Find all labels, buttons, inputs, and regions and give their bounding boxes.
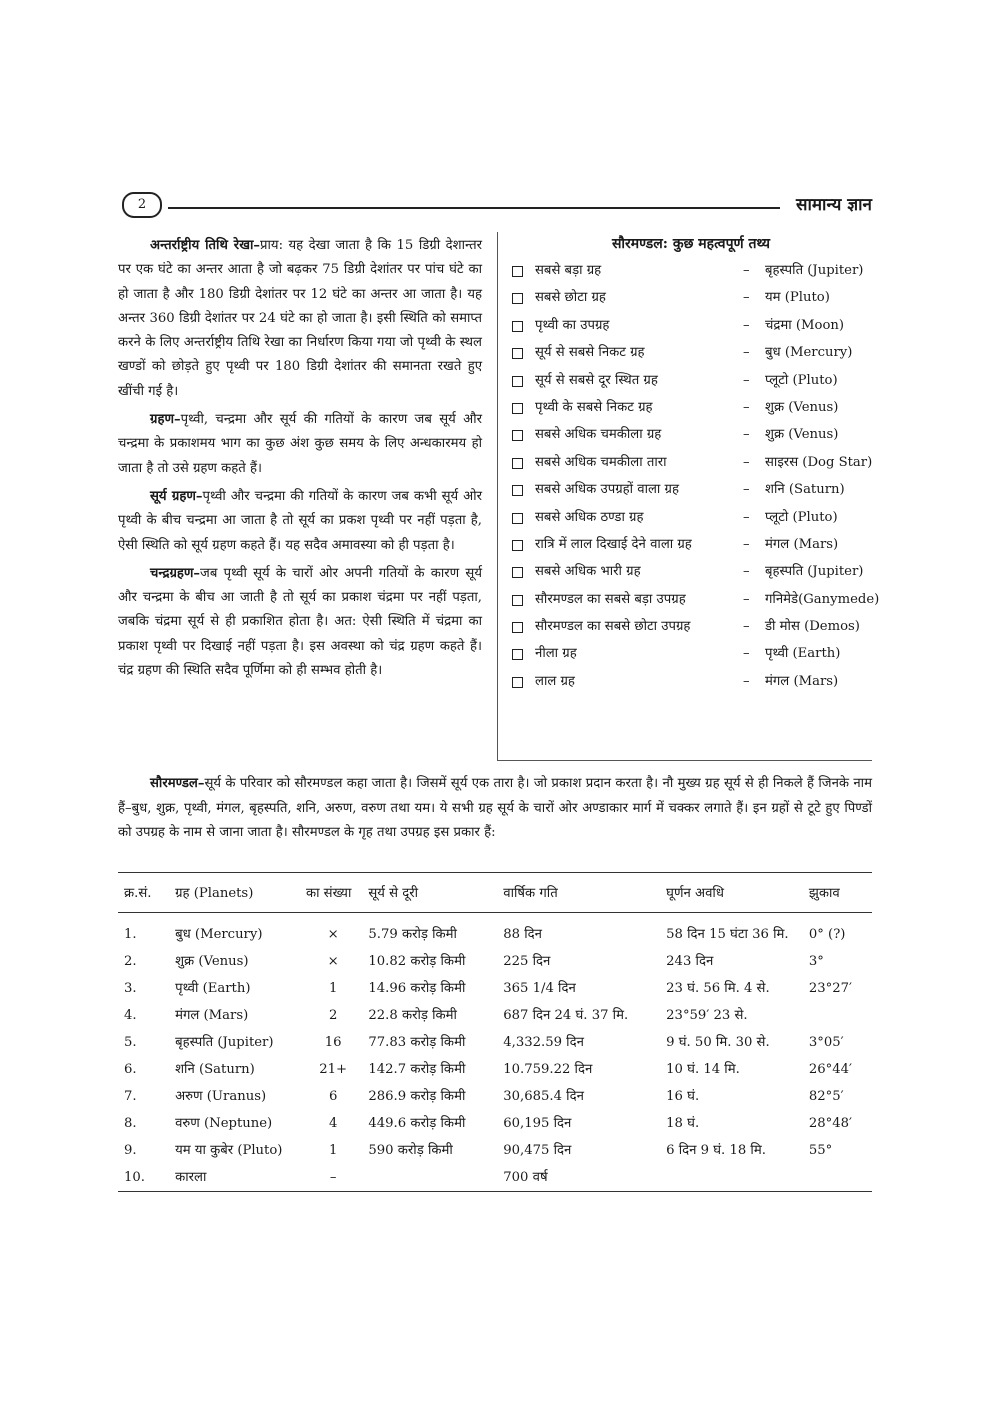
fact-item xyxy=(510,286,872,309)
facts-title: सौरमण्डल: कुछ महत्वपूर्ण तथ्य xyxy=(611,236,771,252)
checkbox-bullet-icon xyxy=(512,293,523,304)
checkbox-bullet-icon xyxy=(512,321,523,332)
checkbox-bullet-icon xyxy=(512,649,523,660)
cell-serial: 3. xyxy=(124,981,137,996)
table-header-row xyxy=(118,873,872,913)
checkbox-bullet-icon xyxy=(512,430,523,441)
cell-orbit: 90,475 दिन xyxy=(503,1143,572,1158)
facts-bottom-rule xyxy=(497,760,872,761)
checkbox-bullet-icon xyxy=(512,567,523,578)
cell-distance: 77.83 करोड़ किमी xyxy=(368,1035,466,1050)
fact-item xyxy=(510,533,872,556)
fact-item xyxy=(510,615,872,638)
cell-serial: 2. xyxy=(124,954,137,969)
cell-orbit: 365 1/4 दिन xyxy=(503,981,576,996)
cell-distance: 5.79 करोड़ किमी xyxy=(368,927,457,942)
text-lunar-eclipse: जब पृथ्वी सूर्य के चारों ओर अपनी गतियों के कारण सूर्य और चन्द्रमा के बीच आ जाती है तो सूर्य का प्रकाश चंद्रमा पर नहीं पड़ता, जबकि चंद्रमा सूर्य से ही प्रकाशित होता है। अत: ऐसी स्थिति में चंद्रमा का प्रकाश पृथ्वी पर दिखाई नहीं पड़ता है। इस अवस्था को चंद्र ग्रहण कहते हैं। चंद्र ग्रहण की स्थिति सदैव पूर्णिमा को ही सम्भव होती है। xyxy=(118,565,482,679)
paragraph-date-line xyxy=(118,234,482,404)
fact-label: सबसे अधिक उपग्रहों वाला ग्रह xyxy=(535,482,679,498)
text-eclipse: पृथ्वी, चन्द्रमा और सूर्य की गतियों के कारण जब सूर्य और चन्द्रमा के प्रकाशमय भाग का कुछ अंश कुछ समय के लिए अन्धकारमय हो जाता है तो उसे ग्रहण कहते हैं। xyxy=(118,412,482,476)
heading-solar-eclipse: सूर्य ग्रहण– xyxy=(150,488,203,504)
fact-label: सबसे अधिक चमकीला ग्रह xyxy=(535,427,662,443)
intro-heading: सौरमण्डल– xyxy=(150,776,205,791)
table-row xyxy=(118,1110,872,1137)
fact-label: सूर्य से सबसे निकट ग्रह xyxy=(535,345,645,361)
checkbox-bullet-icon xyxy=(512,348,523,359)
fact-item xyxy=(510,478,872,501)
fact-dash: – xyxy=(743,317,750,333)
cell-tilt: 3°05′ xyxy=(808,1035,844,1050)
fact-value: चंद्रमा (Moon) xyxy=(765,317,845,333)
fact-value: साइरस (Dog Star) xyxy=(765,454,873,470)
cell-serial: 1. xyxy=(124,927,137,942)
table-row xyxy=(118,1002,872,1029)
heading-date-line: अन्तर्राष्ट्रीय तिथि रेखा– xyxy=(150,238,260,253)
cell-serial: 6. xyxy=(124,1062,137,1077)
fact-dash: – xyxy=(743,372,750,388)
cell-tilt: 26°44′ xyxy=(808,1062,853,1077)
cell-count: 16 xyxy=(324,1035,342,1050)
table-row xyxy=(118,1137,872,1164)
text-solar-eclipse: पृथ्वी और चन्द्रमा की गतियों के कारण जब कभी सूर्य ओर पृथ्वी के बीच चन्द्रमा आ जाता है तो सूर्य का प्रकश पृथ्वी पर नहीं पड़ता है, ऐसी स्थिति को सूर्य ग्रहण कहते हैं। यह सदैव अमावस्या को ही पड़ता है। xyxy=(118,488,482,553)
fact-dash: – xyxy=(743,564,750,580)
cell-rotation: 9 घं. 50 मि. 30 से. xyxy=(666,1035,770,1050)
book-title: सामान्य ज्ञान xyxy=(796,195,872,215)
cell-planet: मंगल (Mars) xyxy=(175,1008,249,1023)
fact-value: शुक्र (Venus) xyxy=(765,399,839,415)
fact-value: शनि (Saturn) xyxy=(765,482,845,498)
left-column xyxy=(118,234,482,687)
fact-dash: – xyxy=(743,345,750,361)
cell-serial: 7. xyxy=(124,1089,137,1104)
fact-value: यम (Pluto) xyxy=(765,290,830,306)
fact-dash: – xyxy=(743,509,750,525)
fact-item xyxy=(510,506,872,529)
cell-planet: यम या कुबेर (Pluto) xyxy=(175,1143,283,1158)
cell-rotation: 23°59′ 23 से. xyxy=(666,1008,748,1023)
fact-dash: – xyxy=(743,673,750,689)
fact-label: सबसे अधिक भारी ग्रह xyxy=(535,564,641,580)
header-rule xyxy=(168,207,780,209)
fact-label: लाल ग्रह xyxy=(535,673,575,689)
cell-rotation: 6 दिन 9 घं. 18 मि. xyxy=(666,1143,766,1158)
col-header-tilt: झुकाव xyxy=(808,886,840,901)
col-header-serial: क्र.सं. xyxy=(124,886,152,901)
table-row xyxy=(118,913,872,949)
checkbox-bullet-icon xyxy=(512,513,523,524)
fact-item xyxy=(510,341,872,364)
cell-rotation xyxy=(662,1164,805,1192)
cell-tilt: 55° xyxy=(808,1143,833,1158)
fact-value: मंगल (Mars) xyxy=(765,536,839,552)
cell-orbit: 30,685.4 दिन xyxy=(503,1089,584,1104)
fact-label: नीला ग्रह xyxy=(535,646,577,662)
fact-item xyxy=(510,451,872,474)
fact-dash: – xyxy=(743,454,750,470)
cell-serial: 9. xyxy=(124,1143,137,1158)
fact-value: बृहस्पति (Jupiter) xyxy=(765,263,864,278)
fact-dash: – xyxy=(743,482,750,498)
cell-planet: शनि (Saturn) xyxy=(175,1062,255,1077)
cell-rotation: 23 घं. 56 मि. 4 से. xyxy=(666,981,770,996)
page-header xyxy=(122,190,872,220)
fact-dash: – xyxy=(743,263,750,278)
page-number: 2 xyxy=(122,192,162,218)
col-header-planet: ग्रह (Planets) xyxy=(175,886,254,901)
cell-serial: 10. xyxy=(124,1170,145,1185)
heading-lunar-eclipse: चन्द्रग्रहण– xyxy=(150,565,201,581)
cell-planet: शुक्र (Venus) xyxy=(175,954,249,969)
fact-value: डी मोस (Demos) xyxy=(765,619,860,635)
fact-value: गनिमेडे(Ganymede) xyxy=(765,591,880,607)
cell-tilt: 23°27′ xyxy=(808,981,853,996)
cell-orbit: 60,195 दिन xyxy=(503,1116,572,1131)
cell-count: 2 xyxy=(328,1008,338,1023)
checkbox-bullet-icon xyxy=(512,677,523,688)
cell-orbit: 88 दिन xyxy=(503,927,542,942)
paragraph-solar-eclipse xyxy=(118,485,482,558)
column-divider xyxy=(497,232,498,760)
intro-paragraph xyxy=(118,772,872,846)
checkbox-bullet-icon xyxy=(512,595,523,606)
cell-orbit: 700 वर्ष xyxy=(503,1170,548,1185)
cell-planet: पृथ्वी (Earth) xyxy=(175,981,251,996)
intro-text: सूर्य के परिवार को सौरमण्डल कहा जाता है। जिसमें सूर्य एक तारा है। जो प्रकाश प्रदान करता है। नौ मुख्य ग्रह सूर्य से ही निकले हैं जिनके नाम हैं–बुध, शुक्र, पृथ्वी, मंगल, बृहस्पति, शनि, अरुण, वरुण तथा यम। ये सभी ग्रह सूर्य के चारों ओर अण्डाकार मार्ग में चक्कर लगाते हैं। इन ग्रहों से टूटे हुए पिण्डों को उपग्रह के नाम से जाना जाता है। सौरमण्डल के गृह तथा उपग्रह इस प्रकार हैं: xyxy=(118,776,872,840)
cell-distance xyxy=(364,1164,499,1192)
fact-dash: – xyxy=(743,591,750,607)
cell-planet: बुध (Mercury) xyxy=(175,927,263,942)
fact-label: सबसे अधिक चमकीला तारा xyxy=(535,454,667,470)
cell-orbit: 687 दिन 24 घं. 37 मि. xyxy=(503,1008,629,1023)
fact-label: सबसे छोटा ग्रह xyxy=(535,290,606,306)
table-row xyxy=(118,1029,872,1056)
fact-value: पृथ्वी (Earth) xyxy=(765,646,841,662)
cell-count: – xyxy=(329,1170,337,1185)
cell-count: 4 xyxy=(328,1116,338,1131)
heading-eclipse: ग्रहण– xyxy=(150,412,181,428)
fact-item xyxy=(510,314,872,337)
cell-distance: 22.8 करोड़ किमी xyxy=(368,1008,457,1023)
cell-tilt: 0° (?) xyxy=(808,927,846,942)
fact-value: प्लूटो (Pluto) xyxy=(765,509,838,525)
table-row xyxy=(118,1083,872,1110)
cell-orbit: 10.759.22 दिन xyxy=(503,1062,593,1077)
fact-label: रात्रि में लाल दिखाई देने वाला ग्रह xyxy=(535,536,692,552)
fact-item xyxy=(510,259,872,282)
col-header-count: का संख्या xyxy=(305,886,352,901)
planet-table xyxy=(118,872,872,1192)
cell-tilt: 28°48′ xyxy=(808,1116,853,1131)
cell-serial: 4. xyxy=(124,1008,137,1023)
cell-rotation: 18 घं. xyxy=(666,1116,700,1131)
fact-label: सूर्य से सबसे दूर स्थित ग्रह xyxy=(535,372,658,388)
checkbox-bullet-icon xyxy=(512,540,523,551)
fact-item xyxy=(510,670,872,693)
cell-orbit: 4,332.59 दिन xyxy=(503,1035,584,1050)
cell-distance: 590 करोड़ किमी xyxy=(368,1143,453,1158)
cell-rotation: 10 घं. 14 मि. xyxy=(666,1062,740,1077)
fact-value: बुध (Mercury) xyxy=(765,345,853,361)
col-header-distance: सूर्य से दूरी xyxy=(368,886,419,901)
table-row xyxy=(118,975,872,1002)
cell-serial: 8. xyxy=(124,1116,137,1131)
paragraph-eclipse xyxy=(118,408,482,481)
fact-label: पृथ्वी के सबसे निकट ग्रह xyxy=(535,399,653,415)
fact-value: बृहस्पति (Jupiter) xyxy=(765,564,864,580)
fact-dash: – xyxy=(743,646,750,662)
cell-count: × xyxy=(327,927,339,942)
col-header-orbit: वार्षिक गति xyxy=(503,886,558,901)
text-date-line: प्राय: यह देखा जाता है कि 15 डिग्री देशान्तर पर एक घंटे का अन्तर आता है जो बढ़कर 75 डिग्री देशांतर पर पांच घंटे का हो जाता है और 180 डिग्री देशांतर पर 12 घंटे का अन्तर आ जाता है। यह अन्तर 360 डिग्री देशांतर पर 24 घंटे का हो जाता है। इसी स्थिति को समाप्त करने के लिए अन्तर्राष्ट्रीय तिथि रेखा का निर्धारण किया गया जो पृथ्वी के स्थल खण्डों को छोड़ते हुए पृथ्वी पर 180 डिग्री देशांतर की समानता रखते हुए खींची गई है। xyxy=(118,238,482,399)
cell-count: 6 xyxy=(328,1089,338,1104)
fact-value: प्लूटो (Pluto) xyxy=(765,372,838,388)
fact-item xyxy=(510,560,872,583)
fact-label: पृथ्वी का उपग्रह xyxy=(535,317,610,333)
facts-list xyxy=(510,259,880,693)
cell-distance: 286.9 करोड़ किमी xyxy=(368,1089,466,1104)
fact-item xyxy=(510,588,880,611)
checkbox-bullet-icon xyxy=(512,622,523,633)
cell-planet: बृहस्पति (Jupiter) xyxy=(175,1035,274,1050)
fact-label: सबसे अधिक ठण्डा ग्रह xyxy=(535,509,644,525)
table-body xyxy=(118,913,872,1192)
cell-serial: 5. xyxy=(124,1035,137,1050)
cell-rotation: 243 दिन xyxy=(666,954,714,969)
cell-tilt: 3° xyxy=(808,954,824,969)
cell-count: 1 xyxy=(328,1143,338,1158)
checkbox-bullet-icon xyxy=(512,403,523,414)
table-row xyxy=(118,1056,872,1083)
table-row xyxy=(118,948,872,975)
cell-count: 21+ xyxy=(319,1062,348,1077)
fact-dash: – xyxy=(743,290,750,306)
paragraph-lunar-eclipse xyxy=(118,562,482,683)
fact-item xyxy=(510,423,872,446)
fact-dash: – xyxy=(743,619,750,635)
solar-system-intro xyxy=(118,772,872,846)
cell-count: × xyxy=(327,954,339,969)
cell-rotation: 58 दिन 15 घंटा 36 मि. xyxy=(666,927,789,942)
checkbox-bullet-icon xyxy=(512,485,523,496)
cell-distance: 449.6 करोड़ किमी xyxy=(368,1116,466,1131)
col-header-rotation: घूर्णन अवधि xyxy=(666,886,724,901)
fact-label: सौरमण्डल का सबसे छोटा उपग्रह xyxy=(535,619,691,635)
cell-distance: 14.96 करोड़ किमी xyxy=(368,981,466,996)
cell-planet: वरुण (Neptune) xyxy=(175,1116,273,1131)
cell-orbit: 225 दिन xyxy=(503,954,551,969)
checkbox-bullet-icon xyxy=(512,376,523,387)
fact-item xyxy=(510,642,872,665)
cell-count: 1 xyxy=(328,981,338,996)
cell-rotation: 16 घं. xyxy=(666,1089,700,1104)
cell-planet: अरुण (Uranus) xyxy=(175,1089,267,1104)
cell-planet: कारला xyxy=(175,1170,207,1185)
fact-value: मंगल (Mars) xyxy=(765,673,839,689)
checkbox-bullet-icon xyxy=(512,458,523,469)
cell-distance: 10.82 करोड़ किमी xyxy=(368,954,466,969)
fact-item xyxy=(510,396,872,419)
fact-dash: – xyxy=(743,536,750,552)
fact-dash: – xyxy=(743,427,750,443)
fact-value: शुक्र (Venus) xyxy=(765,427,839,443)
checkbox-bullet-icon xyxy=(512,266,523,277)
cell-tilt xyxy=(805,1164,872,1192)
cell-tilt: 82°5′ xyxy=(808,1089,844,1104)
cell-tilt xyxy=(805,1002,872,1029)
table-row xyxy=(118,1164,872,1192)
facts-box xyxy=(510,234,880,697)
fact-item xyxy=(510,369,872,392)
fact-label: सौरमण्डल का सबसे बड़ा उपग्रह xyxy=(535,591,686,607)
fact-dash: – xyxy=(743,399,750,415)
cell-distance: 142.7 करोड़ किमी xyxy=(368,1062,466,1077)
fact-label: सबसे बड़ा ग्रह xyxy=(535,263,602,278)
